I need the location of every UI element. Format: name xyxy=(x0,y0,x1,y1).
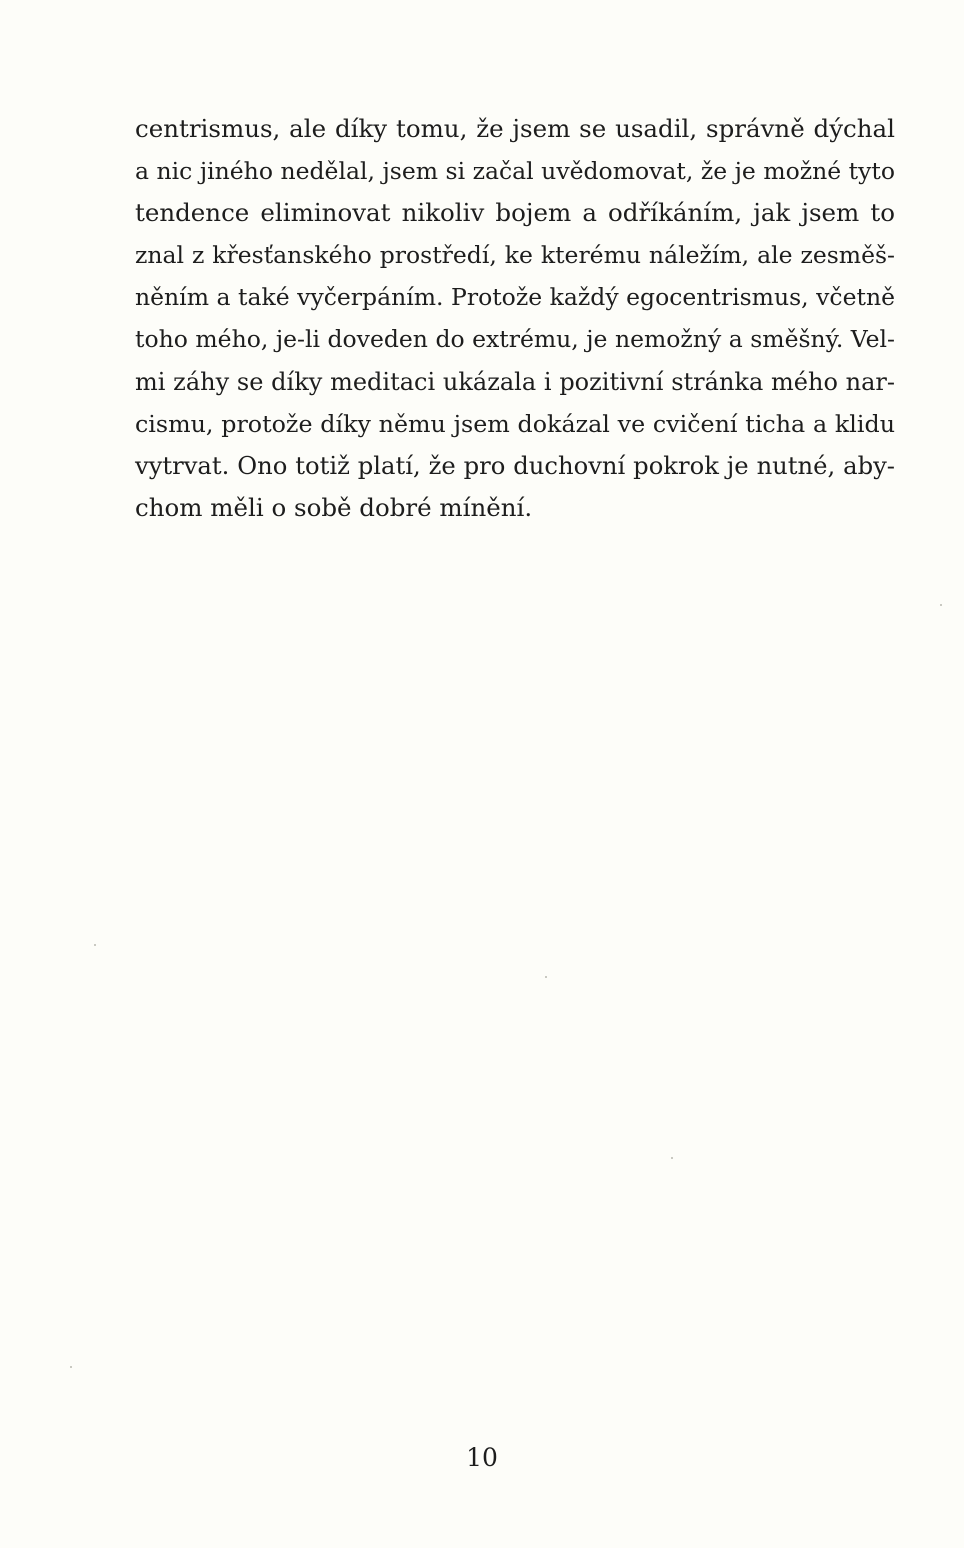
text-line-last: chom měli o sobě dobré mínění. xyxy=(135,492,533,522)
text-line: něním a také vyčerpáním. Protože každý egocentrismus, včetně xyxy=(135,283,895,312)
scan-speck xyxy=(94,944,96,946)
text-line: tendence eliminovat nikoliv bojem a odříkáním, jak jsem to xyxy=(135,198,895,228)
text-line: cismu, protože díky němu jsem dokázal ve cvičení ticha a klidu xyxy=(135,409,895,438)
scan-speck xyxy=(70,1366,72,1368)
text-line: toho mého, je-li doveden do extrému, je nemožný a směšný. Vel- xyxy=(135,325,895,354)
page-number: 10 xyxy=(466,1443,498,1472)
text-line: mi záhy se díky meditaci ukázala i pozitivní stránka mého nar- xyxy=(135,367,895,396)
scan-speck xyxy=(671,1157,673,1159)
text-line: a nic jiného nedělal, jsem si začal uvědomovat, že je možné tyto xyxy=(135,157,895,186)
scan-speck xyxy=(940,604,942,606)
scan-speck xyxy=(545,976,547,978)
text-line: znal z křesťanského prostředí, ke kterému náležím, ale zesměš- xyxy=(135,241,895,270)
text-line: vytrvat. Ono totiž platí, že pro duchovní pokrok je nutné, aby- xyxy=(135,450,895,480)
text-line: centrismus, ale díky tomu, že jsem se usadil, správně dýchal xyxy=(135,114,895,143)
body-paragraph xyxy=(135,108,895,529)
